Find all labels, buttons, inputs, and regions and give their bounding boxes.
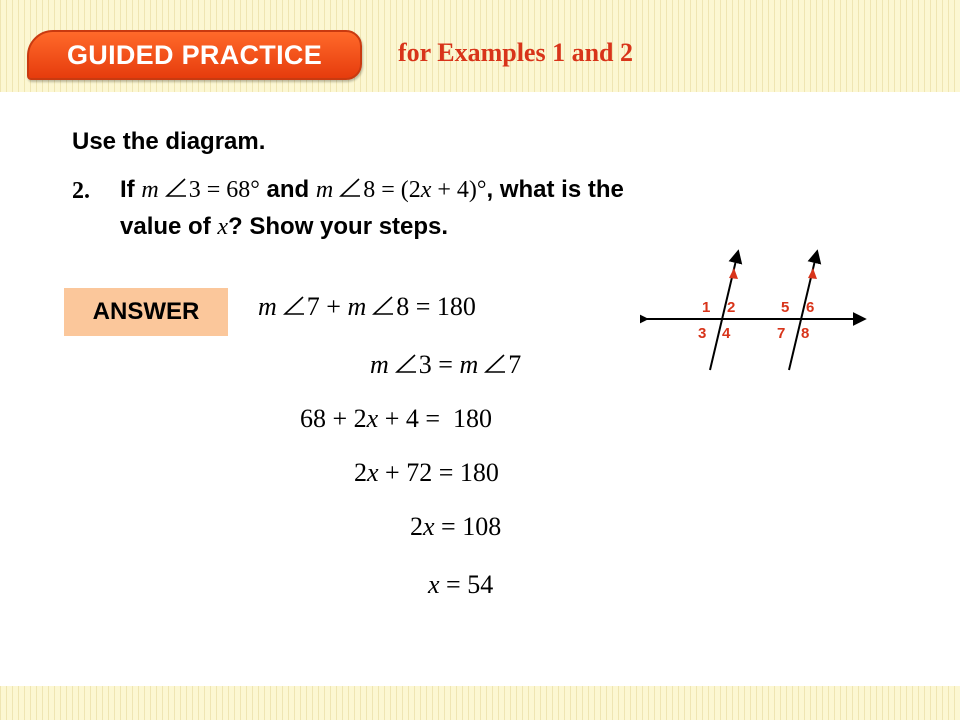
and-word: and <box>266 176 310 203</box>
question-line-1 <box>120 176 624 204</box>
instruction-text: Use the diagram. <box>72 128 266 155</box>
angle-icon <box>395 354 417 374</box>
given-angle-3: 3 = 68° <box>188 177 260 203</box>
if-word: If <box>120 176 135 203</box>
step-4: 2x + 72 = 180 <box>354 458 499 487</box>
angle-label-7: 7 <box>777 325 786 342</box>
step-5: 2x = 108 <box>410 512 502 541</box>
step-1: m 7 + m 8 = 180 <box>258 292 476 321</box>
answer-label-box <box>64 288 228 336</box>
question-tail: , what is the <box>486 176 624 203</box>
angle-label-4: 4 <box>722 325 731 342</box>
angle-label-3: 3 <box>698 325 707 342</box>
angle-label-8: 8 <box>801 325 810 342</box>
parallel-arrow-mark-right <box>808 268 817 279</box>
angle-label-5: 5 <box>781 299 790 316</box>
answer-label: ANSWER <box>92 298 200 325</box>
parallel-lines-diagram <box>640 248 870 378</box>
measure-m: m <box>141 177 159 203</box>
question-number: 2. <box>72 178 90 204</box>
angle-icon <box>339 178 361 198</box>
measure-m: m <box>315 177 334 203</box>
step-6: x = 54 <box>428 570 494 599</box>
angle-label-1: 1 <box>702 299 711 316</box>
step-2: m 3 = m 7 <box>370 350 522 379</box>
footer-band <box>0 686 960 720</box>
angle-icon <box>165 178 187 198</box>
variable-x: x <box>217 214 229 240</box>
angle-label-2: 2 <box>727 299 736 316</box>
question-line-2: value of x? Show your steps. <box>120 213 449 240</box>
angle-label-6: 6 <box>806 299 815 316</box>
angle-icon <box>372 296 394 316</box>
parallel-arrow-mark-left <box>729 268 738 279</box>
guided-practice-label: GUIDED PRACTICE <box>66 39 322 70</box>
examples-reference: for Examples 1 and 2 <box>398 38 633 67</box>
angle-icon <box>283 296 305 316</box>
angle-icon <box>484 354 506 374</box>
step-3: 68 + 2x + 4 = 180 <box>300 404 493 433</box>
given-angle-8: 8 = (2x + 4)° <box>363 177 487 203</box>
guided-practice-tab <box>27 30 362 80</box>
